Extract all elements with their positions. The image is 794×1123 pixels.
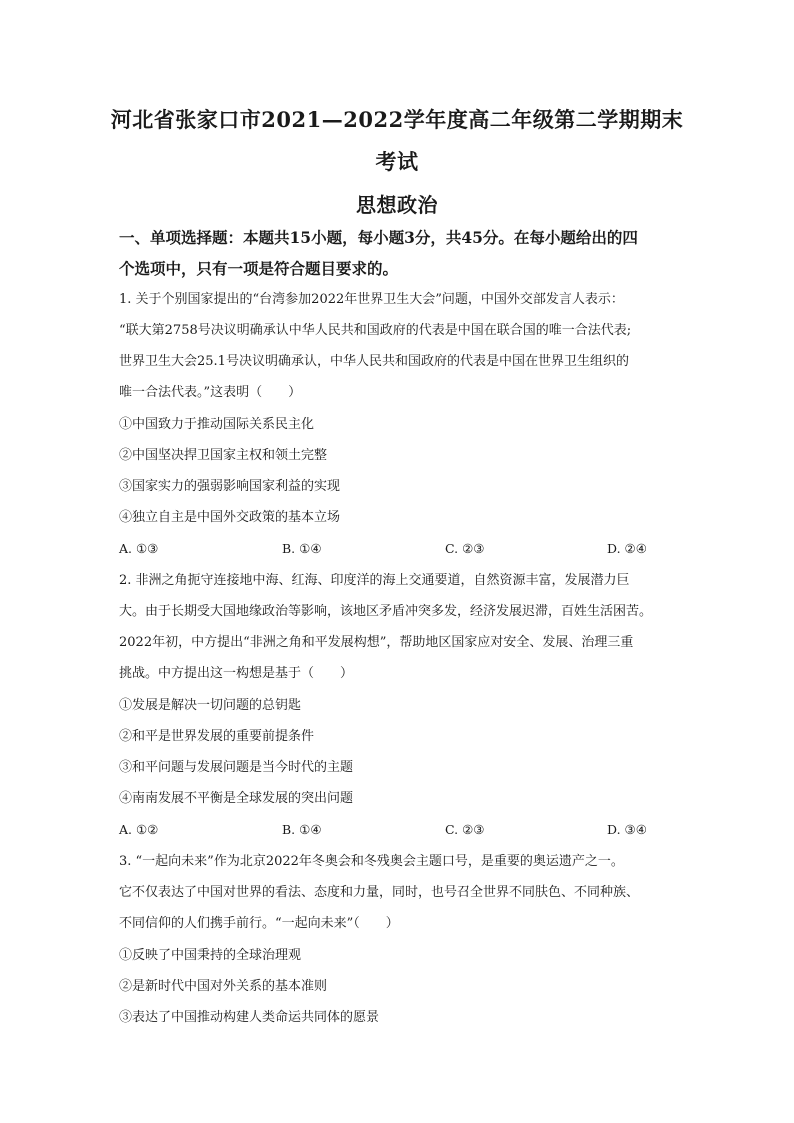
q2-statement: ②和平是世界发展的重要前提条件 bbox=[119, 729, 315, 744]
q2-statement: ①发展是解决一切问题的总钥匙 bbox=[119, 698, 302, 713]
q3-stem-line: 它不仅表达了中国对世界的看法、态度和力量，同时，也号召全世界不同肤色、不同种族、 bbox=[119, 885, 640, 900]
q2-stem-line: 挑战。中方提出这一构想是基于（ ） bbox=[119, 666, 354, 681]
q1-option-d: D. ②④ bbox=[607, 541, 647, 556]
q2-option-d: D. ③④ bbox=[607, 822, 647, 837]
exam-title-line2: 考试 bbox=[375, 149, 419, 174]
q1-statement: ④独立自主是中国外交政策的基本立场 bbox=[119, 510, 341, 525]
section-heading-line1: 一、单项选择题：本题共15小题，每小题3分，共45分。在每小题给出的四 bbox=[119, 228, 638, 247]
q2-option-a: A. ①② bbox=[119, 822, 159, 837]
q3-statement: ①反映了中国秉持的全球治理观 bbox=[119, 948, 302, 963]
q2-statement: ③和平问题与发展问题是当今时代的主题 bbox=[119, 760, 354, 775]
q2-stem-line: 大。由于长期受大国地缘政治等影响，该地区矛盾冲突多发，经济发展迟滞，百姓生活困苦。 bbox=[119, 604, 653, 619]
q3-statement: ②是新时代中国对外关系的基本准则 bbox=[119, 979, 328, 994]
q1-option-c: C. ②③ bbox=[445, 541, 485, 556]
q2-stem-line: 2022年初，中方提出“非洲之角和平发展构想”，帮助地区国家应对安全、发展、治理三重 bbox=[119, 635, 634, 650]
subject-title: 思想政治 bbox=[356, 193, 438, 217]
q3-statement: ③表达了中国推动构建人类命运共同体的愿景 bbox=[119, 1010, 380, 1025]
q1-statement: ①中国致力于推动国际关系民主化 bbox=[119, 417, 315, 432]
q1-stem-line: 唯一合法代表。”这表明（ ） bbox=[119, 385, 302, 400]
q1-stem-line: “联大第2758号决议明确承认中华人民共和国政府的代表是中国在联合国的唯一合法代表; bbox=[119, 323, 632, 338]
q2-option-c: C. ②③ bbox=[445, 822, 485, 837]
q2-stem-line: 2. 非洲之角扼守连接地中海、红海、印度洋的海上交通要道，自然资源丰富，发展潜力巨 bbox=[119, 573, 630, 588]
q1-statement: ②中国坚决捍卫国家主权和领土完整 bbox=[119, 448, 328, 463]
q1-option-a: A. ①③ bbox=[119, 541, 159, 556]
q2-statement: ④南南发展不平衡是全球发展的突出问题 bbox=[119, 791, 354, 806]
q3-stem-line: 3. “一起向未来”作为北京2022年冬奥会和冬残奥会主题口号，是重要的奥运遗产之一。 bbox=[119, 854, 624, 869]
q1-option-b: B. ①④ bbox=[282, 541, 322, 556]
q3-stem-line: 不同信仰的人们携手前行。“一起向未来”（ ） bbox=[119, 916, 399, 931]
exam-title-line1: 河北省张家口市2021—2022学年度高二年级第二学期期末 bbox=[110, 107, 684, 132]
q1-stem-line: 世界卫生大会25.1号决议明确承认，中华人民共和国政府的代表是中国在世界卫生组织的 bbox=[119, 354, 629, 369]
section-heading-line2: 个选项中，只有一项是符合题目要求的。 bbox=[119, 259, 399, 278]
q1-stem-line: 1. 关于个别国家提出的“台湾参加2022年世界卫生大会”问题，中国外交部发言人表示： bbox=[119, 292, 624, 307]
q2-option-b: B. ①④ bbox=[282, 822, 322, 837]
q1-statement: ③国家实力的强弱影响国家利益的实现 bbox=[119, 479, 341, 494]
